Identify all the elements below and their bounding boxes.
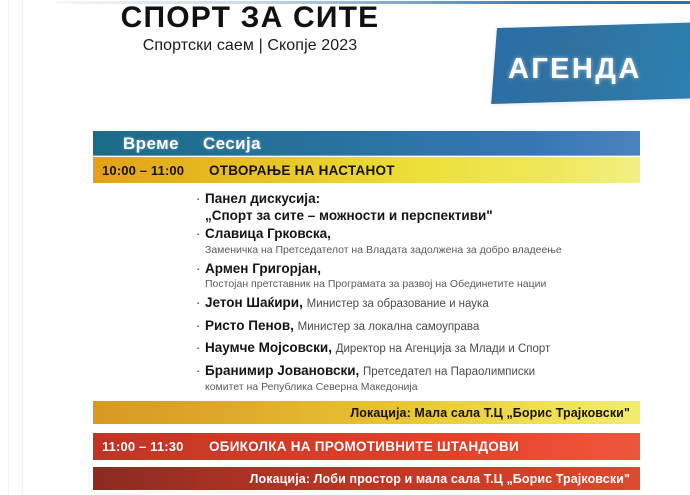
slot-location-text: Локација: Лоби простор и мала сала Т.Ц „Борис Трајковски" — [249, 471, 630, 486]
slot-details-list — [93, 183, 640, 401]
detail-name — [205, 340, 640, 358]
detail-name: Панел дискусија: — [205, 191, 321, 206]
detail-name — [205, 363, 640, 381]
bullet-icon: · — [196, 317, 201, 333]
slot-location-text: Локација: Мала сала Т.Ц „Борис Трајковски" — [350, 405, 630, 420]
list-item — [196, 318, 640, 336]
bullet-icon: · — [196, 295, 201, 310]
page-edge-line-left — [8, 0, 9, 495]
list-item — [196, 191, 640, 224]
column-header-time: Време — [123, 133, 179, 153]
detail-name: Славица Грковска, — [205, 226, 331, 241]
bullet-icon: · — [196, 226, 201, 241]
detail-role: Министер за локална самоуправа — [297, 320, 480, 333]
bullet-icon: · — [196, 362, 201, 378]
slot-time: 10:00 – 11:00 — [102, 162, 185, 178]
column-header-session: Сесија — [203, 133, 261, 153]
title-block — [0, 2, 500, 55]
detail-role: Директор на Агенција за Млади и Спорт — [335, 343, 551, 355]
detail-role-continued: комитет на Република Северна Македонија — [205, 381, 418, 393]
detail-name-text: Јетон Шаќири, — [205, 295, 303, 310]
slot-location-bar — [93, 401, 640, 424]
detail-name-text: Наумче Мојсовски, — [205, 340, 332, 355]
list-item — [196, 295, 640, 313]
list-item — [196, 340, 640, 358]
page-title: СПОРТ ЗА СИТЕ — [120, 1, 380, 34]
detail-name — [205, 318, 640, 336]
list-item — [196, 261, 640, 294]
slot-location-bar — [93, 467, 640, 490]
slot-time: 11:00 – 11:30 — [102, 439, 184, 454]
detail-name-text: Бранимир Јовановски, — [205, 362, 360, 378]
table-header-row — [93, 131, 640, 156]
detail-name — [205, 295, 640, 313]
detail-role: Заменичка на Претседателот на Владата задолжена за добро владеење — [205, 243, 562, 256]
detail-role: Претседател на Параолимписки — [363, 365, 536, 378]
detail-quote: „Спорт за сите – можности и перспективи" — [205, 207, 493, 223]
slot-title: ОБИКОЛКА НА ПРОМОТИВНИТЕ ШТАНДОВИ — [209, 439, 519, 454]
page-edge-line-inner — [22, 0, 23, 495]
detail-name: Армен Григорјан, — [205, 260, 322, 276]
table-row[interactable] — [93, 433, 640, 460]
page-subtitle: Спортски саем | Скопје 2023 — [142, 37, 358, 55]
detail-role: Министер за образование и наука — [306, 298, 489, 310]
table-row[interactable] — [93, 157, 640, 183]
agenda-badge-label: АГЕНДА — [508, 53, 642, 85]
agenda-table — [93, 131, 640, 490]
bullet-icon: · — [196, 340, 201, 355]
bullet-icon: · — [196, 191, 201, 206]
slot-title: ОТВОРАЊЕ НА НАСТАНОТ — [209, 162, 395, 178]
list-item — [196, 363, 640, 397]
bullet-icon: · — [196, 260, 201, 276]
detail-role: Постојан претставник на Програмата за развој на Обединетите нации — [205, 278, 547, 290]
list-item — [196, 226, 640, 259]
detail-name-text: Ристо Пенов, — [205, 317, 294, 333]
